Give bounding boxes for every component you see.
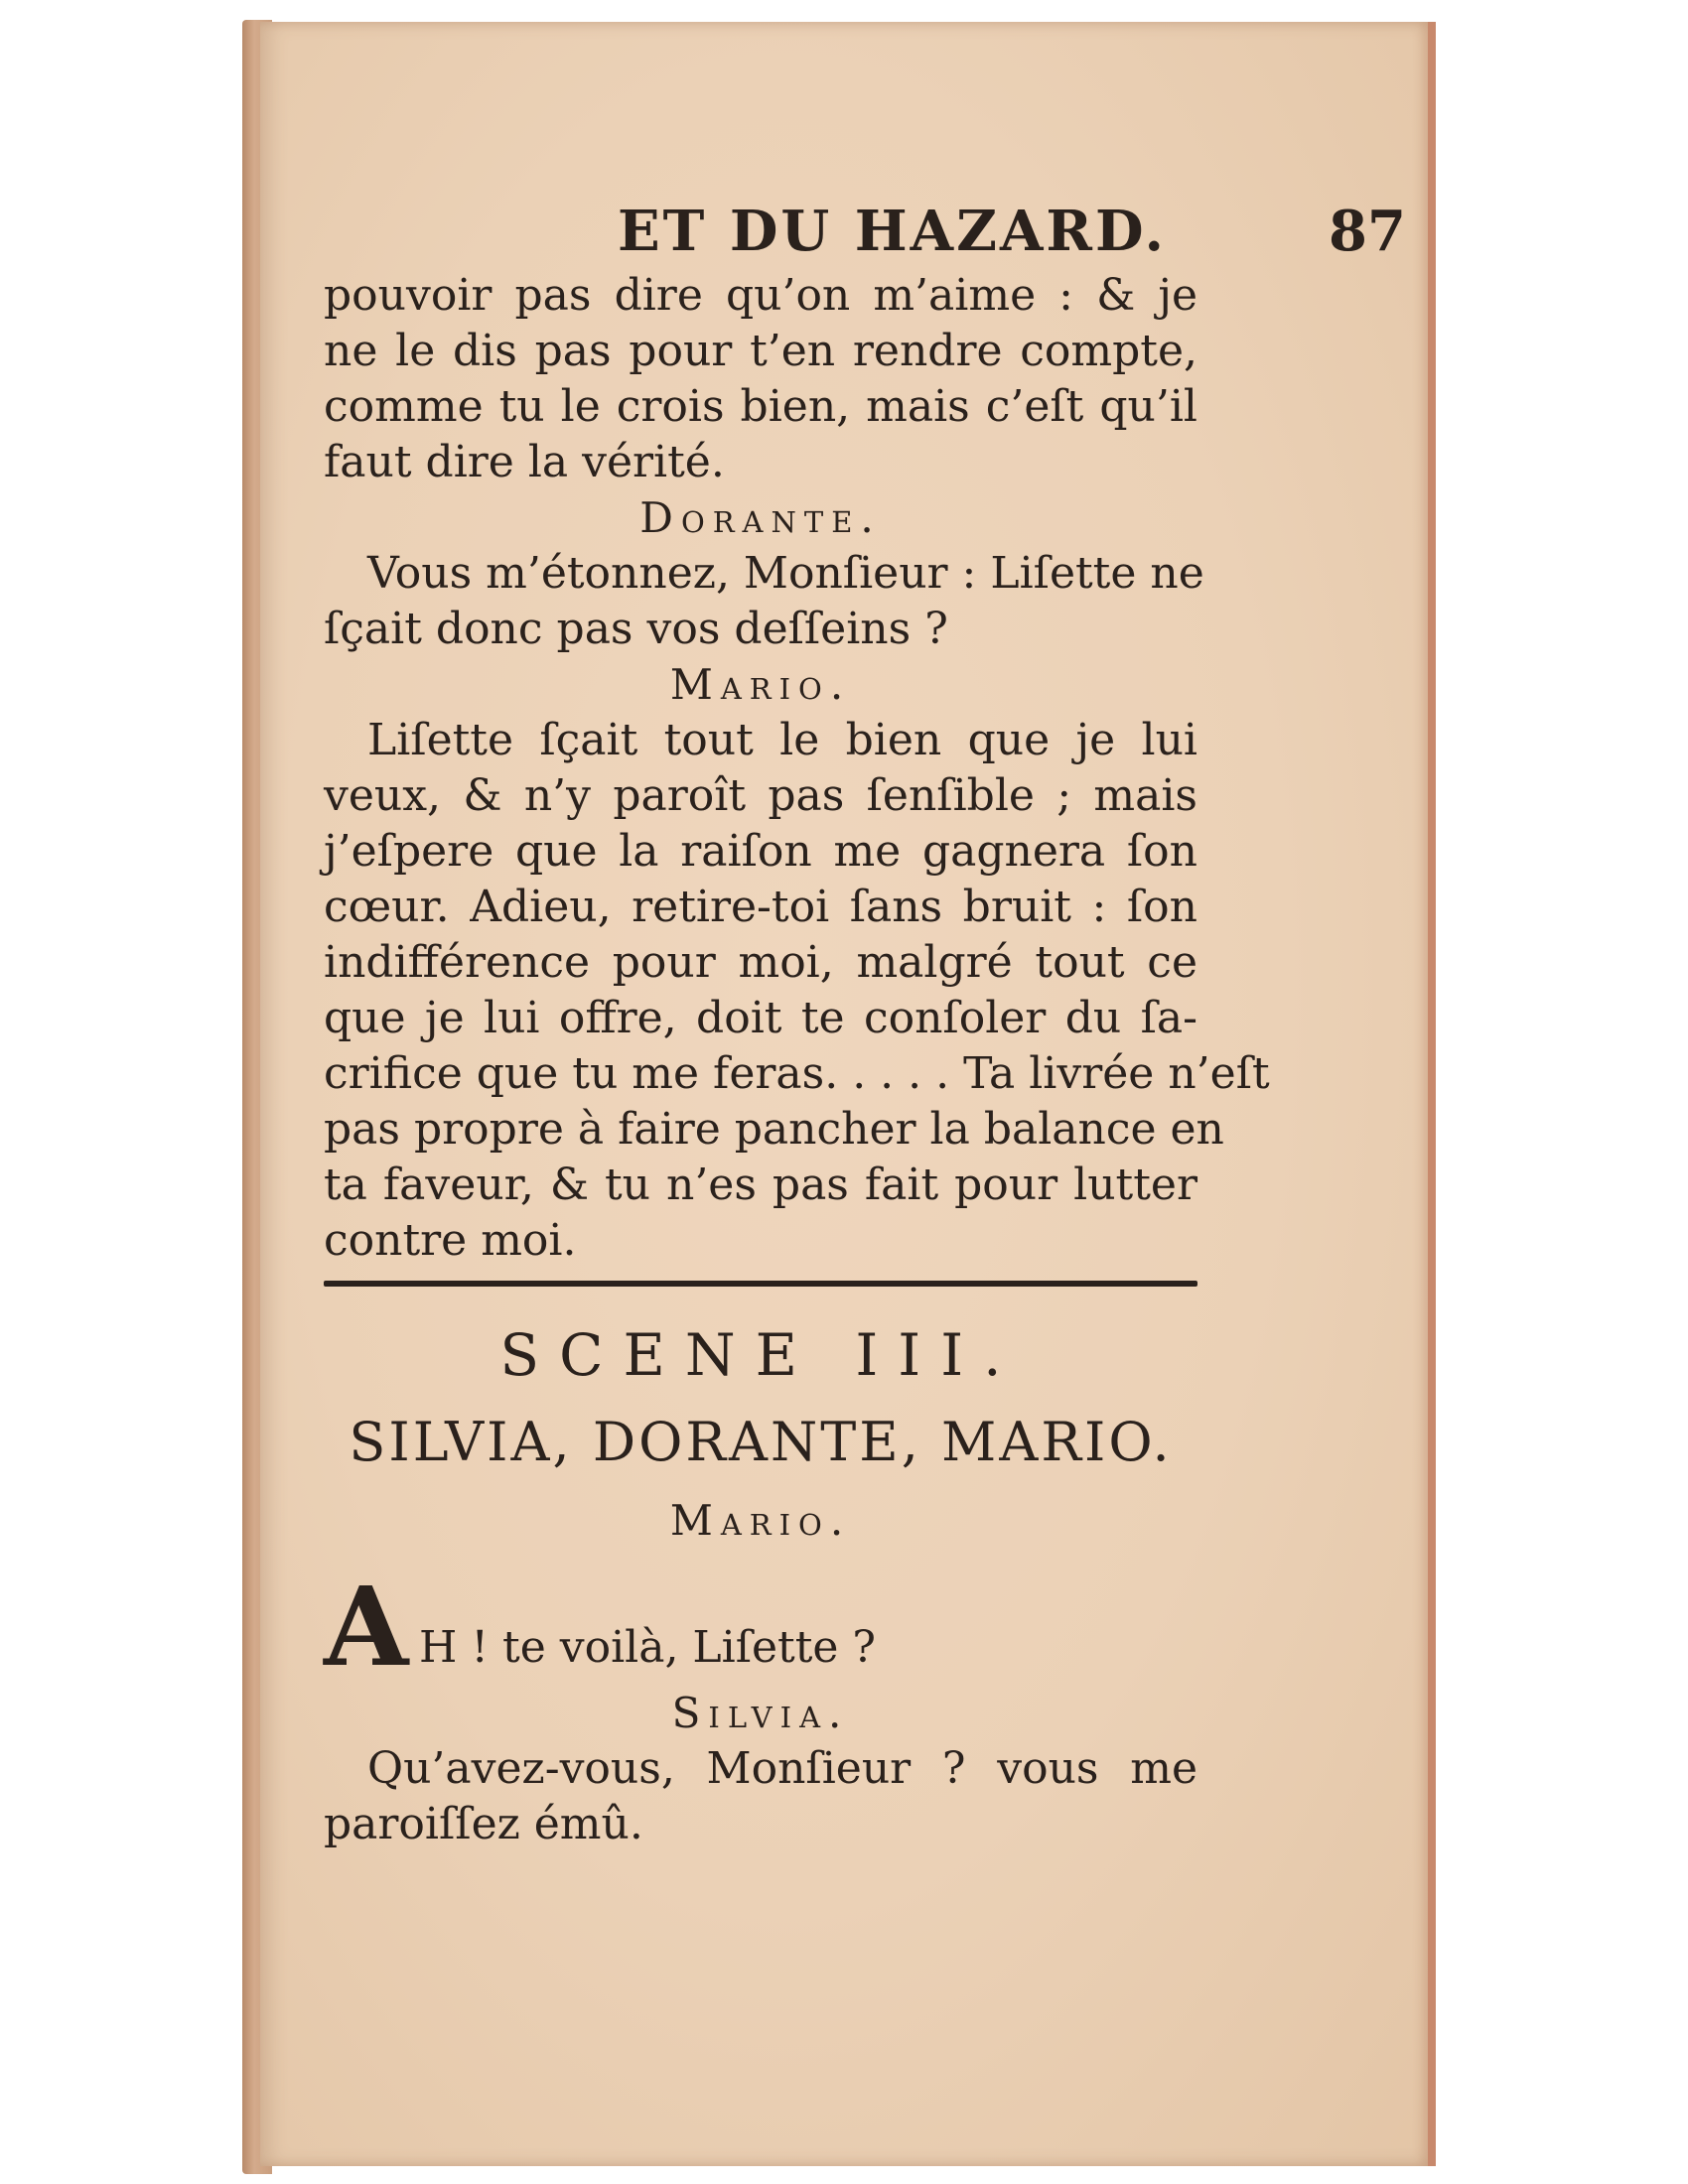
text-line: j’eſpere que la raiſon me gagnera ſon xyxy=(324,826,1197,877)
text-line: pas propre à faire pancher la balance en xyxy=(324,1104,1224,1155)
text-line: crifice que tu me feras. . . . . Ta livrée n’eſt xyxy=(324,1048,1270,1099)
drop-cap: A xyxy=(324,1563,409,1691)
text-line: indifférence pour moi, malgré tout ce xyxy=(324,937,1197,988)
text-line: ne le dis pas pour t’en rendre compte, xyxy=(324,326,1197,376)
divider-rule xyxy=(324,1281,1197,1287)
text-line: faut dire la vérité. xyxy=(324,437,725,487)
speaker-name: Mario. xyxy=(669,1496,852,1545)
cast-list: SILVIA, DORANTE, MARIO. xyxy=(349,1411,1173,1473)
speaker-name: Silvia. xyxy=(671,1689,850,1737)
text-line: paroiſſez émû. xyxy=(324,1799,643,1849)
speaker-name: Dorante. xyxy=(639,493,882,542)
running-head: ET DU HAZARD. xyxy=(618,199,1168,264)
dropcap-line xyxy=(324,1563,1197,1691)
text-line: cœur. Adieu, retire-toi ſans bruit : ſon xyxy=(324,882,1197,932)
text-line: ſçait donc pas vos deſſeins ? xyxy=(324,604,948,654)
page-number: 87 xyxy=(1329,199,1406,264)
text-line: veux, & n’y paroît pas ſenſible ; mais xyxy=(324,770,1197,821)
text-line: pouvoir pas dire qu’on m’aime : & je xyxy=(324,270,1197,321)
text-line: Vous m’étonnez, Monſieur : Liſette ne xyxy=(367,548,1204,599)
speaker-name: Mario. xyxy=(669,660,852,709)
text-line: que je lui offre, doit te conſoler du ſa- xyxy=(324,993,1197,1043)
text-line: ta faveur, & tu n’es pas fait pour lutter xyxy=(324,1160,1197,1210)
book-page xyxy=(260,22,1436,2166)
text-line: Qu’avez-vous, Monſieur ? vous me xyxy=(367,1743,1197,1794)
page-header xyxy=(439,199,1452,268)
text-line: contre moi. xyxy=(324,1215,577,1266)
scene-title: SCENE III. xyxy=(499,1321,1022,1389)
text-line: Liſette ſçait tout le bien que je lui xyxy=(367,715,1197,765)
text-line: H ! te voilà, Liſette ? xyxy=(419,1622,877,1673)
text-line: comme tu le crois bien, mais c’eſt qu’il xyxy=(324,381,1197,432)
